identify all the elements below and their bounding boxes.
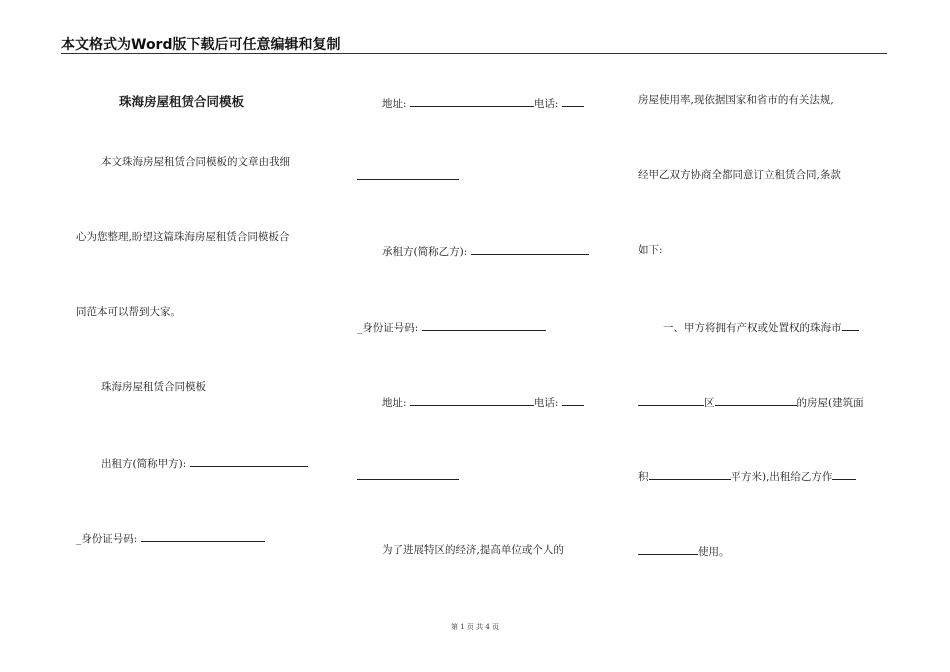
lessor-blank <box>190 455 308 467</box>
district-label: 区 <box>704 397 715 409</box>
clause-1-line-2 <box>638 394 864 410</box>
usage-type-blank <box>638 543 698 555</box>
terms-line-3: 如下: <box>638 244 663 256</box>
terms-line-2: 经甲乙双方协商全都同意订立租赁合同,条款 <box>638 169 841 181</box>
terms-line-1: 房屋使用率,现依据国家和省市的有关法规, <box>638 94 834 106</box>
usage-label: 使用。 <box>698 546 730 558</box>
phone-label: 电话: <box>533 397 559 409</box>
contract-title: 珠海房屋租赁合同模板 <box>119 94 245 109</box>
intro-line-3: 同范本可以帮到大家。 <box>76 306 181 318</box>
intro-line-2: 心为您整理,盼望这篇珠海房屋租赁合同模板合 <box>76 231 290 243</box>
lessor-id-field <box>76 530 265 546</box>
lessor-address-continuation <box>357 168 459 184</box>
address-label: 地址: <box>382 397 407 409</box>
city-blank <box>842 319 859 331</box>
clause-1-text: 一、甲方将拥有产权或处置权的珠海市 <box>663 322 842 334</box>
page-number: 第 1 页 共 4 页 <box>450 623 500 631</box>
location-blank <box>715 394 797 406</box>
property-label: 的房屋(建筑面 <box>796 397 864 409</box>
continuation-blank <box>357 468 459 480</box>
document-header-title: 本文格式为Word版下载后可任意编辑和复制 <box>61 37 341 53</box>
area-label: 积 <box>638 471 649 483</box>
lessor-address-field <box>382 95 584 111</box>
lessor-id-blank <box>141 530 265 542</box>
address-label: 地址: <box>382 98 407 110</box>
lessee-id-label: _身份证号码: <box>357 322 419 334</box>
lessee-blank <box>471 243 589 255</box>
area-unit-label: 平方米),出租给乙方作 <box>730 471 833 483</box>
district-blank <box>638 394 704 406</box>
lessee-address-field <box>382 394 584 410</box>
lessee-label: 承租方(简称乙方): <box>382 246 468 258</box>
lessee-id-field <box>357 319 546 335</box>
lessee-id-blank <box>422 319 546 331</box>
area-blank <box>649 468 731 480</box>
phone-blank <box>562 95 584 107</box>
address-blank <box>410 394 534 406</box>
purpose-line: 为了进展特区的经济,提高单位或个人的 <box>382 544 564 556</box>
clause-1-line-3 <box>638 468 856 484</box>
phone-label: 电话: <box>533 98 559 110</box>
section-subtitle: 珠海房屋租赁合同模板 <box>101 381 206 393</box>
lessor-label: 出租方(简称甲方): <box>101 458 187 470</box>
continuation-blank <box>357 168 459 180</box>
header-divider <box>61 53 887 54</box>
usage-blank <box>832 468 856 480</box>
address-blank <box>410 95 534 107</box>
clause-1-line-4 <box>638 543 730 559</box>
phone-blank <box>562 394 584 406</box>
lessor-id-label: _身份证号码: <box>76 533 138 545</box>
lessee-field <box>382 243 589 259</box>
clause-1-line-1 <box>663 319 859 335</box>
lessor-field <box>101 455 308 471</box>
lessee-address-continuation <box>357 468 459 484</box>
intro-line-1: 本文珠海房屋租赁合同模板的文章由我细 <box>101 156 290 168</box>
